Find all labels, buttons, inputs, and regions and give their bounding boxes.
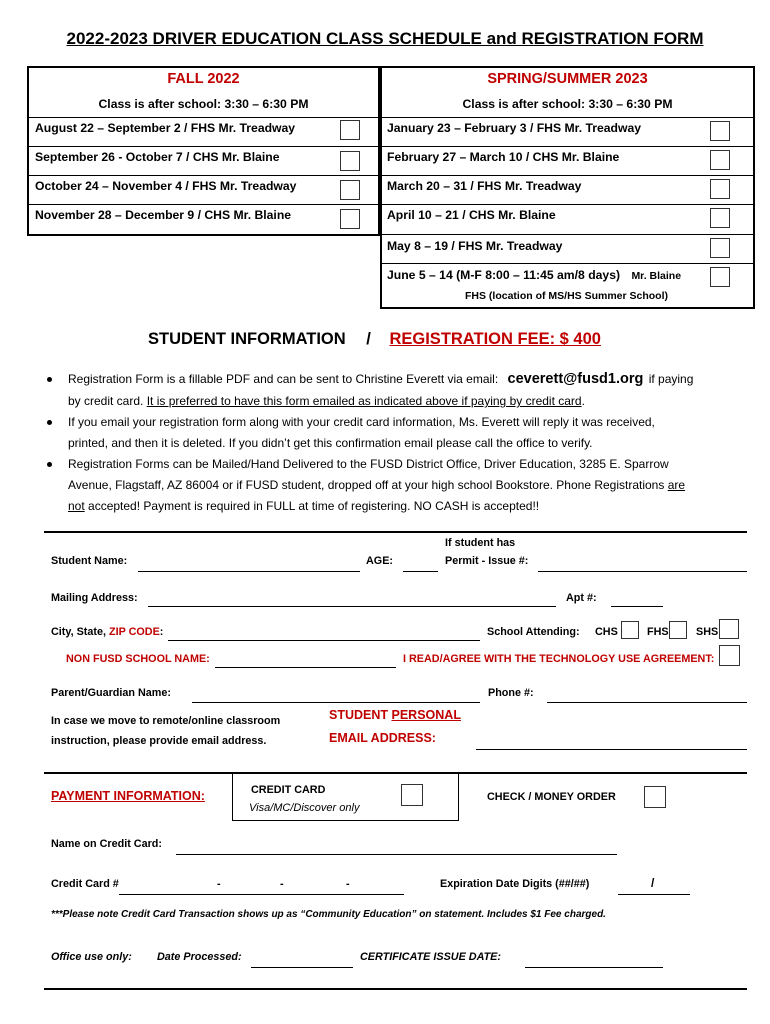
student-info-label: STUDENT INFORMATION — [148, 330, 346, 348]
bullet-1-period: . — [581, 394, 585, 408]
card-types-label: Visa/MC/Discover only — [249, 802, 360, 814]
student-name-label: Student Name: — [51, 555, 128, 567]
card-number-label: Credit Card # — [51, 878, 119, 890]
parent-guardian-field[interactable] — [192, 702, 480, 703]
spring-heading: SPRING/SUMMER 2023 — [487, 71, 648, 87]
student-name-field[interactable] — [138, 571, 360, 572]
remote-note-line-1: In case we move to remote/online classroom — [51, 715, 281, 727]
contact-email: ceverett@fusd1.org — [507, 371, 644, 387]
fall-session-4-checkbox[interactable] — [340, 209, 360, 229]
city-state-zip-label — [51, 626, 163, 638]
permit-label: Permit - Issue #: — [445, 555, 529, 567]
mailing-address-field[interactable] — [148, 606, 556, 607]
schedule-divider — [380, 234, 755, 235]
student-email-label-a: STUDENT — [329, 708, 392, 722]
city-colon: : — [159, 626, 164, 638]
student-email-field[interactable] — [476, 749, 747, 750]
bullet-3-underlined-are: are — [667, 478, 686, 492]
spring-session-1: January 23 – February 3 / FHS Mr. Treadway — [387, 121, 642, 135]
bullet-1-text: Registration Form is a fillable PDF and can be sent to Christine Everett via email: — [68, 372, 499, 386]
expiration-label: Expiration Date Digits (##/##) — [440, 878, 590, 890]
bullet-dot — [47, 420, 52, 425]
zip-code-text: ZIP CODE — [109, 626, 160, 638]
spring-session-5-checkbox[interactable] — [710, 238, 730, 258]
page-title: 2022-2023 DRIVER EDUCATION CLASS SCHEDULE and REGISTRATION FORM — [66, 29, 704, 48]
phone-label: Phone #: — [488, 687, 534, 699]
fall-session-1: August 22 – September 2 / FHS Mr. Treadway — [35, 121, 296, 135]
bullet-dot — [47, 377, 52, 382]
check-money-order-checkbox[interactable] — [644, 786, 666, 808]
bullet-3-text-2: Avenue, Flagstaff, AZ 86004 or if FUSD student, dropped off at your high school Bookstore. Phone Registrations — [68, 478, 668, 492]
student-email-label-personal: PERSONAL — [391, 708, 461, 722]
tech-agreement-checkbox[interactable] — [719, 645, 740, 666]
spring-session-6 — [387, 268, 681, 282]
bullet-2-line-1: If you email your registration form along with your credit card information, Ms. Everett will reply it was received, — [68, 415, 655, 429]
remote-note-line-2: instruction, please provide email address. — [51, 735, 267, 747]
fall-session-4: November 28 – December 9 / CHS Mr. Blaine — [35, 208, 292, 222]
schedule-divider — [380, 263, 755, 264]
spring-session-6-checkbox[interactable] — [710, 267, 730, 287]
bullet-1-line-2 — [68, 391, 585, 412]
credit-card-label: CREDIT CARD — [251, 784, 326, 796]
apt-field[interactable] — [611, 606, 663, 607]
spring-session-4: April 10 – 21 / CHS Mr. Blaine — [387, 208, 556, 222]
expiration-slash: / — [651, 876, 655, 890]
shs-checkbox[interactable] — [719, 619, 739, 639]
check-money-order-label: CHECK / MONEY ORDER — [487, 791, 616, 803]
age-label: AGE: — [366, 555, 393, 567]
bullet-1-text-end: if paying — [648, 372, 694, 386]
apt-label: Apt #: — [566, 592, 597, 604]
registration-fee: REGISTRATION FEE: $ 400 — [389, 330, 601, 348]
mailing-address-label: Mailing Address: — [51, 592, 138, 604]
spring-session-3: March 20 – 31 / FHS Mr. Treadway — [387, 179, 582, 193]
chs-checkbox[interactable] — [621, 621, 639, 639]
spring-session-6-teacher: Mr. Blaine — [631, 270, 682, 282]
fall-session-3-checkbox[interactable] — [340, 180, 360, 200]
certificate-date-label: CERTIFICATE ISSUE DATE: — [360, 951, 501, 963]
shs-label: SHS — [696, 626, 719, 638]
name-on-card-field[interactable] — [176, 854, 617, 855]
student-email-label — [329, 708, 461, 722]
bullet-1-underlined: It is preferred to have this form emailed as indicated above if paying by credit card — [146, 394, 582, 408]
if-student-has-label: If student has — [445, 537, 516, 549]
card-number-dash-2: - — [280, 878, 284, 890]
fhs-label: FHS — [647, 626, 669, 638]
fall-session-2: September 26 - October 7 / CHS Mr. Blaine — [35, 150, 280, 164]
name-on-card-label: Name on Credit Card: — [51, 838, 162, 850]
bullet-3-line-3 — [68, 496, 539, 517]
schedule-divider — [27, 175, 755, 176]
schedule-divider — [27, 204, 755, 205]
city-state-text: City, State, — [51, 626, 109, 638]
expiration-field[interactable] — [618, 894, 690, 895]
non-fusd-school-field[interactable] — [215, 667, 396, 668]
section-divider — [44, 531, 747, 533]
bullet-1-line-1 — [68, 369, 693, 390]
bullet-3-text-3: accepted! Payment is required in FULL at time of registering. NO CASH is accepted!! — [84, 499, 540, 513]
credit-card-checkbox[interactable] — [401, 784, 423, 806]
fall-subheading: Class is after school: 3:30 – 6:30 PM — [98, 97, 309, 111]
student-email-label-2: EMAIL ADDRESS: — [329, 731, 436, 745]
spring-session-5: May 8 – 19 / FHS Mr. Treadway — [387, 239, 563, 253]
city-state-zip-field[interactable] — [168, 640, 480, 641]
card-number-dash-1: - — [217, 878, 221, 890]
payment-heading: PAYMENT INFORMATION: — [51, 789, 205, 803]
card-number-field[interactable] — [119, 894, 404, 895]
bullet-3-line-2 — [68, 475, 685, 496]
spring-session-3-checkbox[interactable] — [710, 179, 730, 199]
phone-field[interactable] — [547, 702, 747, 703]
fall-session-2-checkbox[interactable] — [340, 151, 360, 171]
spring-session-1-checkbox[interactable] — [710, 121, 730, 141]
card-number-dash-3: - — [346, 878, 350, 890]
bullet-1-text-2a: by credit card. — [68, 394, 147, 408]
permit-field[interactable] — [538, 571, 747, 572]
heading-slash: / — [366, 330, 371, 348]
chs-label: CHS — [595, 626, 618, 638]
fhs-checkbox[interactable] — [669, 621, 687, 639]
spring-session-6-location: FHS (location of MS/HS Summer School) — [465, 290, 669, 302]
spring-session-6-dates: June 5 – 14 (M-F 8:00 – 11:45 am/8 days) — [387, 268, 621, 282]
bullet-3-line-1: Registration Forms can be Mailed/Hand Delivered to the FUSD District Office, Driver Education, 3285 E. Sparrow — [68, 457, 669, 471]
certificate-date-field[interactable] — [525, 967, 663, 968]
spring-session-4-checkbox[interactable] — [710, 208, 730, 228]
fall-session-3: October 24 – November 4 / FHS Mr. Treadway — [35, 179, 297, 193]
spring-subheading: Class is after school: 3:30 – 6:30 PM — [462, 97, 673, 111]
non-fusd-school-label: NON FUSD SCHOOL NAME: — [66, 653, 210, 665]
bullet-3-underlined-not: not — [68, 499, 85, 513]
page-bottom-border — [44, 988, 747, 990]
payment-note: ***Please note Credit Card Transaction shows up as “Community Education” on statement. Includes $1 Fee charged. — [51, 909, 606, 920]
bullet-dot — [47, 462, 52, 467]
student-info-heading — [148, 330, 601, 349]
tech-agreement-label: I READ/AGREE WITH THE TECHNOLOGY USE AGREEMENT: — [403, 653, 715, 665]
office-use-label: Office use only: — [51, 951, 132, 963]
schedule-divider — [27, 117, 755, 118]
age-field[interactable] — [403, 571, 438, 572]
bullet-2-line-2: printed, and then it is deleted. If you didn’t get this confirmation email please call the office to verify. — [68, 436, 593, 450]
schedule-divider — [27, 146, 755, 147]
parent-guardian-label: Parent/Guardian Name: — [51, 687, 171, 699]
fall-heading: FALL 2022 — [167, 71, 240, 87]
fall-session-1-checkbox[interactable] — [340, 120, 360, 140]
date-processed-label: Date Processed: — [157, 951, 242, 963]
school-attending-label: School Attending: — [487, 626, 580, 638]
date-processed-field[interactable] — [251, 967, 353, 968]
spring-session-2-checkbox[interactable] — [710, 150, 730, 170]
spring-session-2: February 27 – March 10 / CHS Mr. Blaine — [387, 150, 620, 164]
